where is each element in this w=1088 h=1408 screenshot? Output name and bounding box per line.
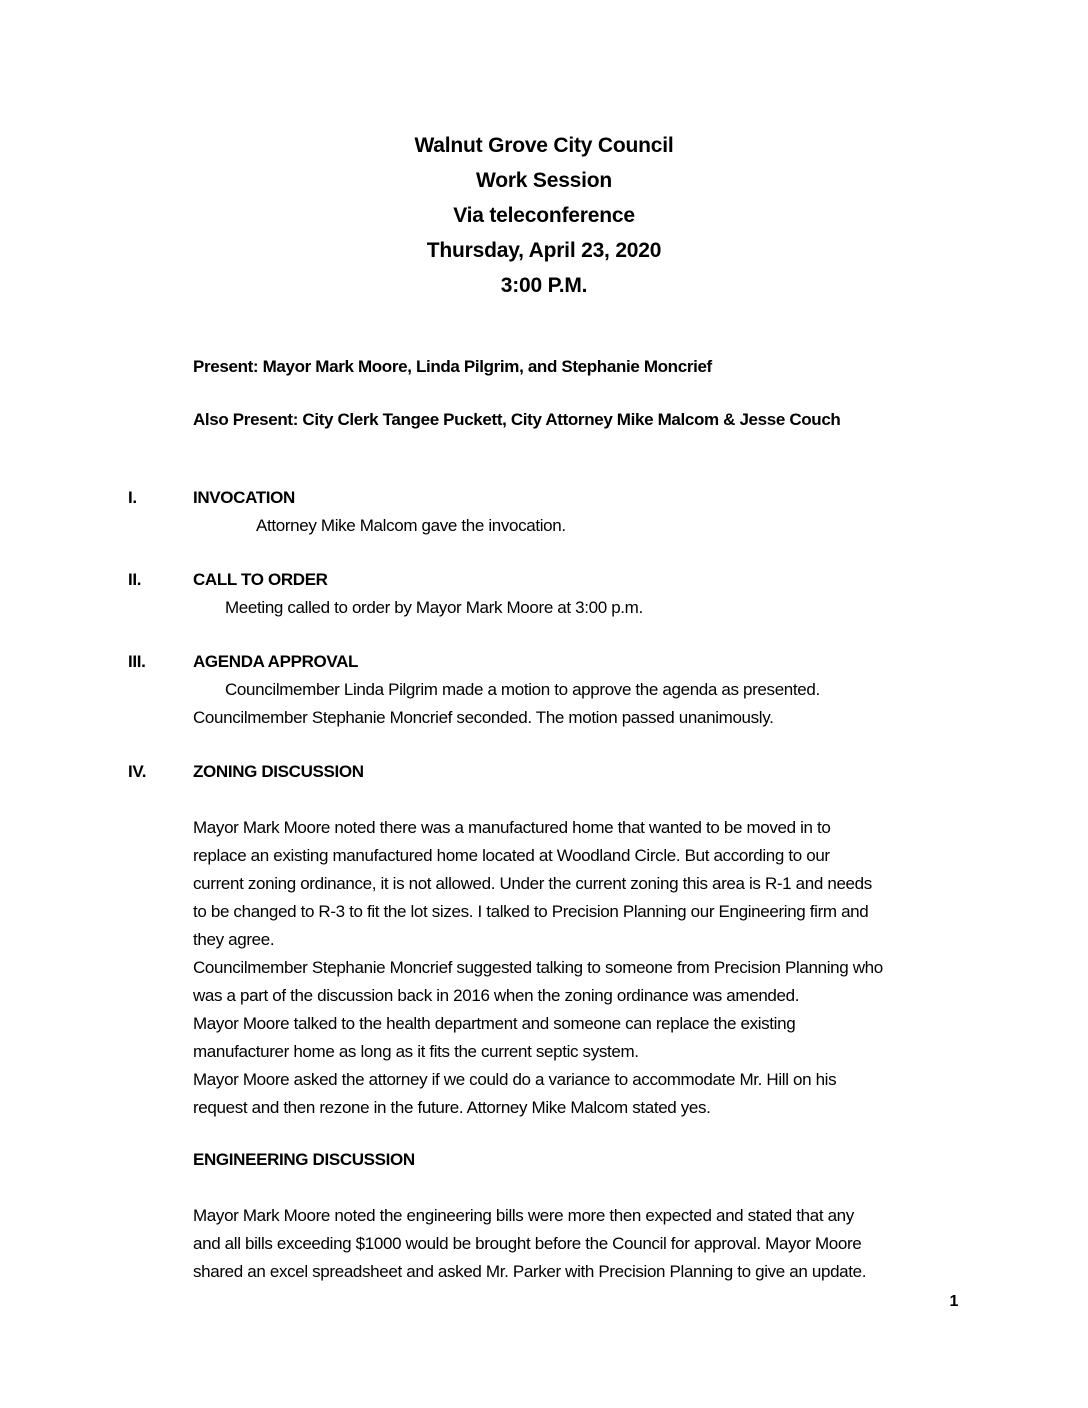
also-present-line: Also Present: City Clerk Tangee Puckett, City Attorney Mike Malcom & Jesse Couch: [193, 410, 841, 429]
document-title-line: Work Session: [475, 169, 613, 192]
body-line: replace an existing manufactured home located at Woodland Circle. But according to our: [193, 846, 830, 865]
section-paragraph: [193, 954, 1088, 1010]
section-paragraph: [193, 676, 1088, 732]
present-line: Present: Mayor Mark Moore, Linda Pilgrim, and Stephanie Moncrief: [193, 357, 712, 376]
section-numeral: III.: [128, 652, 146, 671]
body-line: request and then rezone in the future. Attorney Mike Malcom stated yes.: [193, 1098, 711, 1117]
section-paragraph: [193, 1010, 1088, 1066]
body-line: Attorney Mike Malcom gave the invocation.: [256, 516, 566, 535]
page-number: 1: [949, 1293, 958, 1310]
section-call-to-order: [128, 566, 1088, 622]
agenda-sections: [128, 484, 1088, 1286]
body-line: Mayor Moore asked the attorney if we could do a variance to accommodate Mr. Hill on his: [193, 1070, 837, 1089]
document-title-block: [0, 0, 1088, 303]
section-paragraph: [193, 814, 1088, 954]
document-title-line: 3:00 P.M.: [500, 274, 588, 297]
body-line: Mayor Mark Moore noted the engineering bills were more then expected and stated that any: [193, 1206, 854, 1225]
section-zoning-discussion: [128, 758, 1088, 1286]
section-numeral: II.: [128, 570, 142, 589]
section-invocation: [128, 484, 1088, 540]
body-line: shared an excel spreadsheet and asked Mr. Parker with Precision Planning to give an update.: [193, 1262, 867, 1281]
section-heading: CALL TO ORDER: [193, 570, 328, 589]
body-line: manufacturer home as long as it fits the current septic system.: [193, 1042, 639, 1061]
body-line: current zoning ordinance, it is not allowed. Under the current zoning this area is R-1 and needs: [193, 874, 872, 893]
document-title-line: Walnut Grove City Council: [414, 134, 674, 157]
document-title-line: Thursday, April 23, 2020: [426, 239, 662, 262]
body-line: Councilmember Stephanie Moncrief suggested talking to someone from Precision Planning who: [193, 958, 883, 977]
section-paragraph: [193, 1066, 1088, 1122]
attendance-block: [193, 353, 1028, 434]
section-heading: AGENDA APPROVAL: [193, 652, 359, 671]
section-agenda-approval: [128, 648, 1088, 732]
body-line: Councilmember Linda Pilgrim made a motion to approve the agenda as presented.: [225, 680, 820, 699]
section-heading: INVOCATION: [193, 488, 295, 507]
body-line: they agree.: [193, 930, 275, 949]
body-line: to be changed to R-3 to fit the lot sizes. I talked to Precision Planning our Engineering firm and: [193, 902, 869, 921]
body-line: was a part of the discussion back in 2016 when the zoning ordinance was amended.: [193, 986, 800, 1005]
section-content: [193, 758, 1088, 1286]
body-line: Councilmember Stephanie Moncrief seconded. The motion passed unanimously.: [193, 708, 774, 727]
body-line: and all bills exceeding $1000 would be brought before the Council for approval. Mayor Moore: [193, 1234, 862, 1253]
body-line: Meeting called to order by Mayor Mark Moore at 3:00 p.m.: [225, 598, 643, 617]
body-line: Mayor Moore talked to the health department and someone can replace the existing: [193, 1014, 796, 1033]
subsection-heading-engineering: ENGINEERING DISCUSSION: [193, 1150, 415, 1169]
section-content: [193, 648, 1088, 732]
section-content: [193, 566, 1088, 622]
section-numeral: IV.: [128, 762, 147, 781]
section-heading: ZONING DISCUSSION: [193, 762, 364, 781]
body-line: Mayor Mark Moore noted there was a manufactured home that wanted to be moved in to: [193, 818, 831, 837]
section-paragraph: [193, 1202, 1088, 1286]
section-paragraph: [193, 512, 1088, 540]
section-numeral: I.: [128, 488, 137, 507]
document-title-line: Via teleconference: [453, 204, 635, 227]
section-content: [193, 484, 1088, 540]
section-paragraph: [193, 594, 1088, 622]
